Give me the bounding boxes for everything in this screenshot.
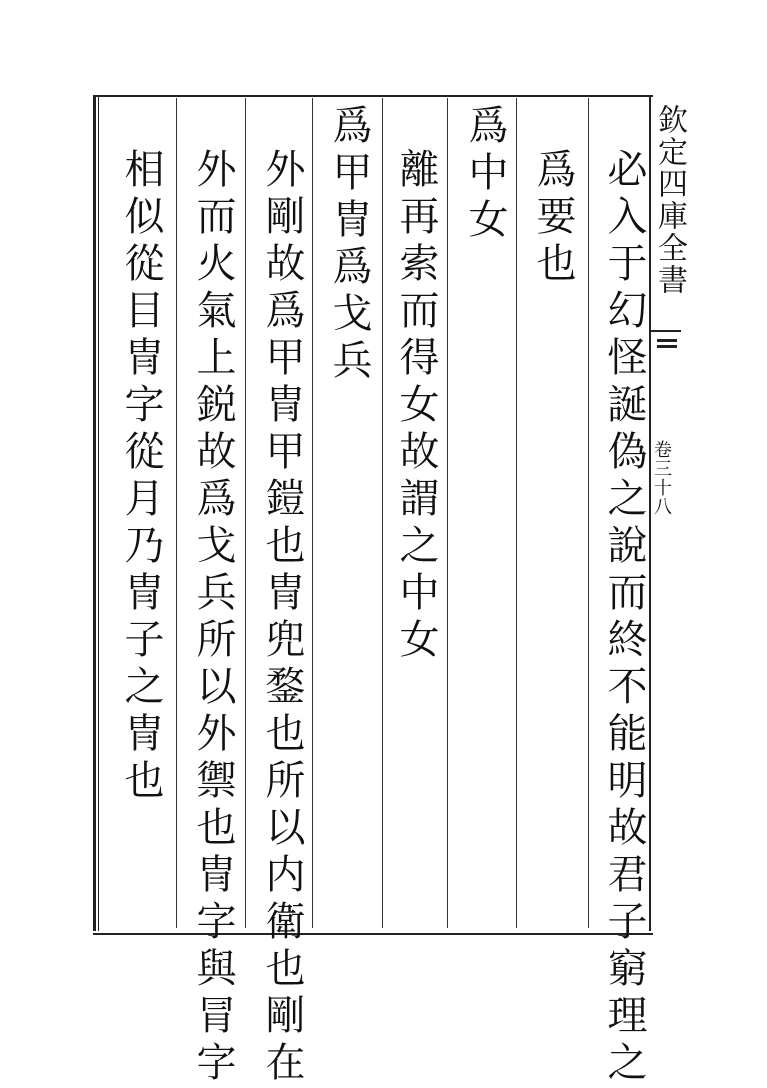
column-rule [516, 98, 517, 928]
text-column-7: 外而火氣上鋭故爲戈兵所以外禦也冑字與冐字 [190, 148, 236, 1088]
column-rule [382, 98, 383, 928]
text-column-6: 外剛故爲甲冑甲鎧也冑兜鍪也所以内衛也剛在 [259, 148, 305, 1088]
text-column-2: 爲要也 [530, 148, 576, 289]
column-rule [588, 98, 589, 928]
volume-label: 卷三十八 [651, 440, 672, 516]
text-column-5: 爲甲冑爲戈兵 [326, 104, 372, 386]
library-title: 欽定四庫全書 [652, 104, 687, 296]
fishtail-divider [651, 330, 681, 332]
text-column-8: 相似從目冑字從月乃冑子之冑也 [118, 148, 164, 806]
column-rule [312, 98, 313, 928]
text-column-4: 離再索而得女故謂之中女 [393, 148, 439, 665]
text-column-3: 爲中女 [462, 104, 508, 245]
fishtail-mark-icon [654, 336, 680, 362]
frame-left-border [93, 95, 99, 931]
column-rule [176, 98, 177, 928]
column-rule [447, 98, 448, 928]
column-rule [245, 98, 246, 928]
text-column-1: 必入于幻怪誕偽之說而終不能明故君子窮理之 [601, 148, 647, 1088]
